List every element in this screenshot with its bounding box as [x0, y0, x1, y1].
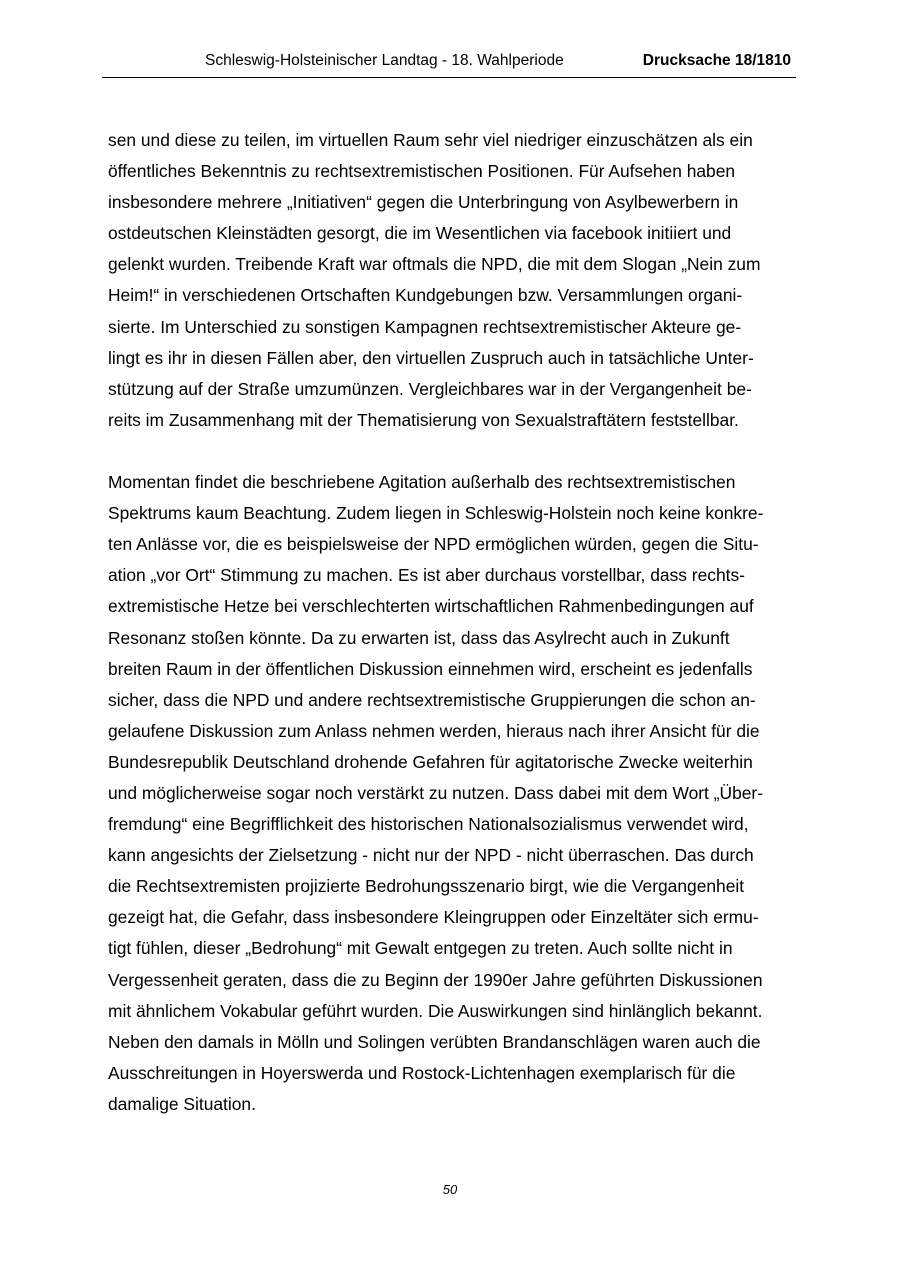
header-title: Schleswig-Holsteinischer Landtag - 18. Wahlperiode [205, 52, 564, 69]
text-line: sierte. Im Unterschied zu sonstigen Kampagnen rechtsextremistischer Akteure ge- [108, 316, 742, 337]
text-line: gelenkt wurden. Treibende Kraft war oftmals die NPD, die mit dem Slogan „Nein zum [108, 254, 761, 275]
text-line: fremdung“ eine Begrifflichkeit des historischen Nationalsozialismus verwendet wird, [108, 814, 749, 835]
text-line: gezeigt hat, die Gefahr, dass insbesondere Kleingruppen oder Einzeltäter sich ermu- [108, 907, 759, 928]
text-line: Ausschreitungen in Hoyerswerda und Rostock-Lichtenhagen exemplarisch für die [108, 1062, 736, 1083]
page-header [102, 50, 796, 76]
text-line: Spektrums kaum Beachtung. Zudem liegen in Schleswig-Holstein noch keine konkre- [108, 503, 764, 524]
text-line: kann angesichts der Zielsetzung - nicht nur der NPD - nicht überraschen. Das durch [108, 845, 754, 866]
text-line: gelaufene Diskussion zum Anlass nehmen werden, hieraus nach ihrer Ansicht für die [108, 720, 760, 741]
text-line: ation „vor Ort“ Stimmung zu machen. Es ist aber durchaus vorstellbar, dass rechts- [108, 565, 745, 586]
text-line: und möglicherweise sogar noch verstärkt zu nutzen. Dass dabei mit dem Wort „Über- [108, 782, 764, 803]
header-divider [102, 77, 796, 78]
text-line: insbesondere mehrere „Initiativen“ gegen die Unterbringung von Asylbewerbern in [108, 192, 739, 213]
text-line: sicher, dass die NPD und andere rechtsextremistische Gruppierungen die schon an- [108, 689, 756, 710]
text-line: extremistische Hetze bei verschlechterten wirtschaftlichen Rahmenbedingungen auf [108, 596, 754, 617]
text-line: ten Anlässe vor, die es beispielsweise der NPD ermöglichen würden, gegen die Situ- [108, 534, 759, 555]
text-line: Momentan findet die beschriebene Agitation außerhalb des rechtsextremistischen [108, 472, 736, 493]
text-line: lingt es ihr in diesen Fällen aber, den virtuellen Zuspruch auch in tatsächliche Unter- [108, 347, 754, 368]
text-line: sen und diese zu teilen, im virtuellen Raum sehr viel niedriger einzuschätzen als ein [108, 130, 753, 150]
text-line: Bundesrepublik Deutschland drohende Gefahren für agitatorische Zwecke weiterhin [108, 751, 753, 772]
text-line: tigt fühlen, dieser „Bedrohung“ mit Gewalt entgegen zu treten. Auch sollte nicht in [108, 938, 733, 959]
text-line: die Rechtsextremisten projizierte Bedrohungsszenario birgt, wie die Vergangenheit [108, 876, 745, 897]
text-line: Heim!“ in verschiedenen Ortschaften Kundgebungen bzw. Versammlungen organi- [108, 285, 743, 306]
text-line: mit ähnlichem Vokabular geführt wurden. Die Auswirkungen sind hinlänglich bekannt. [108, 1000, 763, 1021]
paragraph [108, 467, 798, 1120]
page-number: 50 [442, 1182, 458, 1197]
text-line: ostdeutschen Kleinstädten gesorgt, die im Wesentlichen via facebook initiiert und [108, 223, 732, 244]
document-body [108, 125, 798, 1120]
paragraph [108, 125, 798, 436]
text-line: öffentliches Bekenntnis zu rechtsextremistischen Positionen. Für Aufsehen haben [108, 161, 736, 182]
text-line: damalige Situation. [108, 1093, 256, 1114]
text-line: Vergessenheit geraten, dass die zu Beginn der 1990er Jahre geführten Diskussionen [108, 969, 763, 990]
text-line: Neben den damals in Mölln und Solingen verübten Brandanschlägen waren auch die [108, 1031, 761, 1052]
text-line: reits im Zusammenhang mit der Thematisierung von Sexualstraftätern feststellbar. [108, 409, 739, 430]
text-line: Resonanz stoßen könnte. Da zu erwarten ist, dass das Asylrecht auch in Zukunft [108, 627, 730, 648]
text-line: breiten Raum in der öffentlichen Diskussion einnehmen wird, erscheint es jedenfalls [108, 658, 753, 679]
text-line: stützung auf der Straße umzumünzen. Vergleichbares war in der Vergangenheit be- [108, 378, 752, 399]
document-number: Drucksache 18/1810 [642, 52, 791, 69]
